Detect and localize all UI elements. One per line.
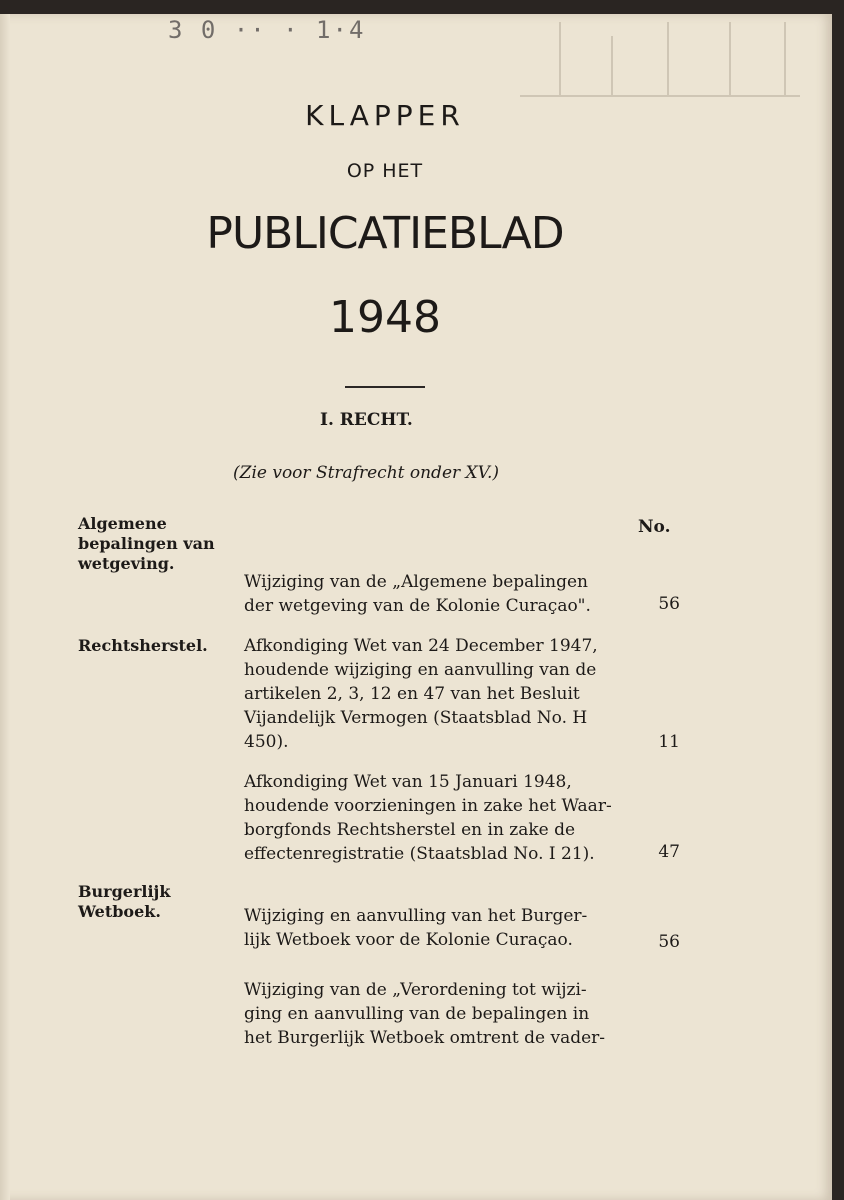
- entry-line: borgfonds Rechtsherstel en in zake de: [244, 820, 576, 840]
- entry-line: Wijziging en aanvulling van het Burger-: [244, 906, 588, 926]
- divider-rule: [345, 386, 425, 388]
- entry-line: Wijziging van de „Algemene bepalingen: [244, 572, 589, 592]
- heading-burgerlijk-wetboek: [78, 882, 170, 922]
- document-page: [0, 14, 832, 1200]
- heading-rechtsherstel: Rechtsherstel.: [78, 636, 208, 655]
- number-column-header: No.: [638, 517, 671, 537]
- heading-line: Algemene: [78, 514, 167, 533]
- entry-line: ging en aanvulling van de bepalingen in: [244, 1004, 590, 1024]
- heading-line: wetgeving.: [78, 554, 175, 573]
- heading-algemene-bepalingen: [78, 514, 215, 574]
- entry-line: houdende voorzieningen in zake het Waar-: [244, 796, 612, 816]
- entry-line: lijk Wetboek voor de Kolonie Curaçao.: [244, 930, 573, 950]
- section-heading: I. RECHT.: [320, 410, 413, 430]
- entry-number: 56: [658, 594, 680, 614]
- entry-line: artikelen 2, 3, 12 en 47 van het Besluit: [244, 684, 580, 704]
- entry-number: 47: [658, 842, 680, 862]
- heading-line: Wetboek.: [78, 902, 161, 921]
- entry-2: [244, 634, 636, 754]
- entry-number: 11: [658, 732, 680, 752]
- see-note: (Zie voor Strafrecht onder XV.): [233, 463, 499, 483]
- entry-line: houdende wijziging en aanvulling van de: [244, 660, 597, 680]
- title-year: 1948: [329, 292, 441, 343]
- entry-5: [244, 978, 636, 1050]
- title-publicatieblad: PUBLICATIEBLAD: [206, 208, 564, 259]
- heading-line: Burgerlijk: [78, 882, 171, 901]
- entry-number: 56: [658, 932, 680, 952]
- date-stamp: 3 0 ·· · 1·4: [168, 16, 366, 44]
- entry-line: Wijziging van de „Verordening tot wijzi-: [244, 980, 587, 1000]
- entry-1: [244, 570, 636, 618]
- entry-line: effectenregistratie (Staatsblad No. I 21).: [244, 844, 595, 864]
- title-klapper: KLAPPER: [305, 99, 465, 132]
- entry-line: Vijandelijk Vermogen (Staatsblad No. H: [244, 708, 588, 728]
- title-op-het: OP HET: [346, 160, 424, 182]
- heading-line: bepalingen van: [78, 534, 215, 553]
- entry-line: het Burgerlijk Wetboek omtrent de vader-: [244, 1028, 606, 1048]
- entry-line: 450).: [244, 732, 289, 752]
- entry-line: Afkondiging Wet van 24 December 1947,: [244, 636, 598, 656]
- entry-4: [244, 904, 636, 952]
- entry-line: Afkondiging Wet van 15 Januari 1948,: [244, 772, 572, 792]
- entry-line: der wetgeving van de Kolonie Curaçao".: [244, 596, 591, 616]
- entry-3: [244, 770, 636, 866]
